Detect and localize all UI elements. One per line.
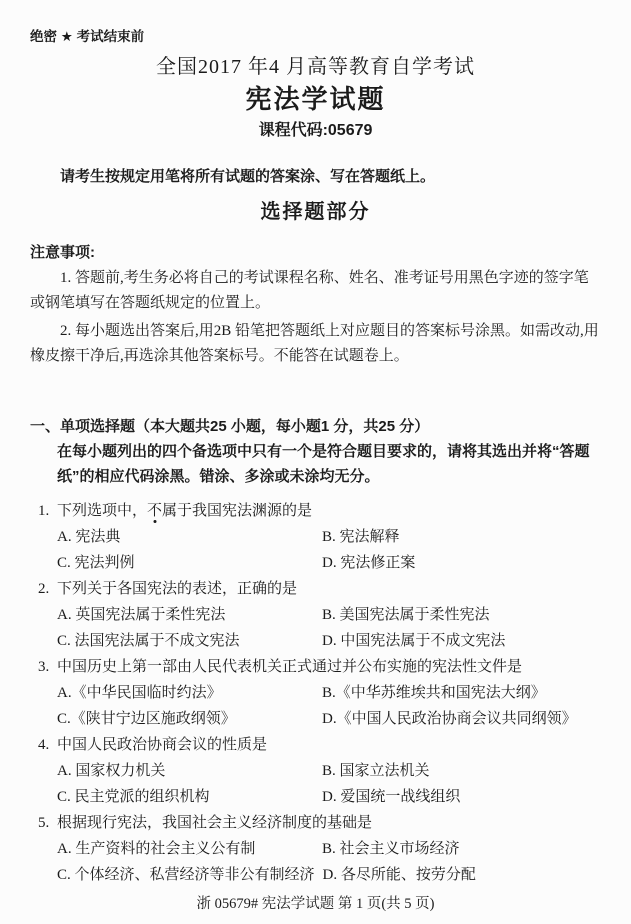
question-2 <box>38 576 601 654</box>
question-3-stem <box>38 654 601 680</box>
option-d: D. 宪法修正案 <box>322 555 416 571</box>
option-a: A. 宪法典 <box>57 529 121 545</box>
option-b: B. 美国宪法属于柔性宪法 <box>322 607 490 623</box>
option-b: B. 国家立法机关 <box>322 763 430 779</box>
part1-instructions: 在每小题列出的四个备选项中只有一个是符合题目要求的，请将其选出并将“答题纸”的相应代码涂黑。错涂、多涂或未涂均无分。 <box>57 443 590 485</box>
notes-title: 注意事项: <box>30 244 95 261</box>
paper-title: 宪法学试题 <box>245 84 386 114</box>
question-stem-text: 中国人民政治协商会议的性质是 <box>57 737 268 753</box>
question-stem-text: 属于我国宪法渊源的是 <box>162 503 313 519</box>
part1-single-choice-section <box>30 414 601 489</box>
question-2-stem <box>38 576 601 602</box>
question-stem-text: 下列关于各国宪法的表述，正确的是 <box>57 581 298 597</box>
note-item-2: 2. 每小题选出答案后,用2B 铅笔把答题纸上对应题目的答案标号涂黑。如需改动,用橡皮擦干净后,再选涂其他答案标号。不能答在试题卷上。 <box>30 323 599 364</box>
option-row <box>38 628 601 654</box>
question-stem-emphasis: 不 <box>147 503 163 519</box>
section-title-multiple-choice: 选择题部分 <box>260 201 371 223</box>
option-d: D. 各尽所能、按劳分配 <box>322 867 476 883</box>
option-row <box>38 550 601 576</box>
option-row <box>38 784 601 810</box>
answer-sheet-instruction: 请考生按规定用笔将所有试题的答案涂、写在答题纸上。 <box>60 168 436 185</box>
option-row <box>38 862 601 888</box>
option-a: A. 国家权力机关 <box>57 763 166 779</box>
option-a: A.《中华民国临时约法》 <box>57 685 222 701</box>
exam-session-title: 全国2017 年4 月高等教育自学考试 <box>156 56 475 78</box>
note-item-1: 1. 答题前,考生务必将自己的考试课程名称、姓名、准考证号用黑色字迹的签字笔或钢笔填写在答题纸规定的位置上。 <box>30 270 589 311</box>
option-row <box>38 836 601 862</box>
question-5-stem <box>38 810 601 836</box>
option-b: B. 宪法解释 <box>322 529 400 545</box>
option-b: B. 社会主义市场经济 <box>322 841 460 857</box>
question-stem-text: 根据现行宪法，我国社会主义经济制度的基础是 <box>57 815 373 831</box>
question-1-stem <box>38 498 601 524</box>
question-number: 4. <box>38 737 50 753</box>
course-code: 课程代码:05679 <box>258 122 373 139</box>
option-b: B.《中华苏维埃共和国宪法大纲》 <box>322 685 546 701</box>
option-d: D. 中国宪法属于不成文宪法 <box>322 633 506 649</box>
option-row <box>38 758 601 784</box>
question-number: 5. <box>38 815 50 831</box>
option-d: D. 爱国统一战线组织 <box>322 789 461 805</box>
question-1 <box>38 498 601 576</box>
security-classification: 绝密 ★ 考试结束前 <box>30 29 145 44</box>
question-4 <box>38 732 601 810</box>
option-c: C. 个体经济、私营经济等非公有制经济 <box>57 867 315 883</box>
question-5 <box>38 810 601 888</box>
option-c: C.《陕甘宁边区施政纲领》 <box>57 711 236 727</box>
question-stem-text: 中国历史上第一部由人民代表机关正式通过并公布实施的宪法性文件是 <box>57 659 523 675</box>
question-list <box>30 498 601 888</box>
page-footer: 浙 05679# 宪法学试题 第 1 页(共 5 页) <box>196 896 435 912</box>
part1-heading: 一、单项选择题（本大题共25 小题，每小题1 分，共25 分） <box>30 418 430 435</box>
option-row <box>38 524 601 550</box>
option-d: D.《中国人民政治协商会议共同纲领》 <box>322 711 577 727</box>
question-number: 2. <box>38 581 50 597</box>
option-row <box>38 680 601 706</box>
question-number: 3. <box>38 659 50 675</box>
option-a: A. 英国宪法属于柔性宪法 <box>57 607 226 623</box>
question-3 <box>38 654 601 732</box>
question-number: 1. <box>38 503 50 519</box>
question-stem-text: 下列选项中， <box>57 503 148 519</box>
question-4-stem <box>38 732 601 758</box>
option-c: C. 法国宪法属于不成文宪法 <box>57 633 240 649</box>
option-row <box>38 602 601 628</box>
option-c: C. 宪法判例 <box>57 555 135 571</box>
option-c: C. 民主党派的组织机构 <box>57 789 210 805</box>
option-row <box>38 706 601 732</box>
option-a: A. 生产资料的社会主义公有制 <box>57 841 256 857</box>
